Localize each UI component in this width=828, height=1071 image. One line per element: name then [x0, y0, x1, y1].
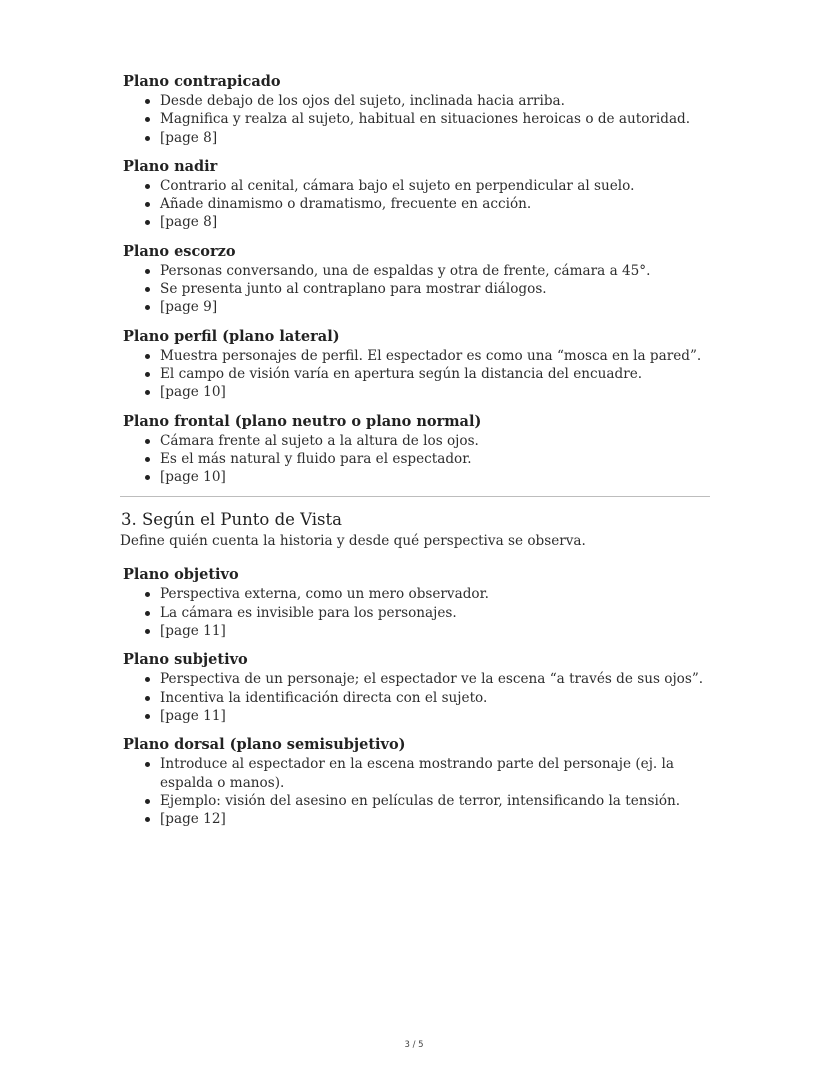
list-item: Introduce al espectador en la escena mostrando parte del personaje (ej. la espalda o manos). [160, 755, 710, 792]
list-item: Ejemplo: visión del asesino en películas de terror, intensificando la tensión. [160, 792, 710, 810]
section-plano-subjetivo [120, 650, 710, 725]
list-item: Personas conversando, una de espaldas y otra de frente, cámara a 45°. [160, 262, 710, 280]
list-item: Muestra personajes de perfil. El espectador es como una “mosca en la pared”. [160, 347, 710, 365]
bullet-list [120, 432, 710, 487]
list-item: [page 12] [160, 810, 710, 828]
list-item: Es el más natural y fluido para el espectador. [160, 450, 710, 468]
section-title: Plano nadir [123, 157, 218, 175]
section-title: Plano dorsal (plano semisubjetivo) [123, 736, 406, 754]
document-page [120, 72, 710, 838]
bullet-list [120, 177, 710, 232]
list-item: [page 11] [160, 707, 710, 725]
list-item: La cámara es invisible para los personajes. [160, 604, 710, 622]
list-item: Se presenta junto al contraplano para mostrar diálogos. [160, 280, 710, 298]
section-plano-dorsal [120, 735, 710, 828]
section-plano-frontal [120, 412, 710, 487]
section-title: Plano contrapicado [123, 73, 281, 90]
list-item: Desde debajo de los ojos del sujeto, inclinada hacia arriba. [160, 92, 710, 110]
section-title: Plano subjetivo [123, 651, 248, 669]
list-item: [page 10] [160, 383, 710, 401]
list-item: [page 8] [160, 213, 710, 231]
section-title: Plano escorzo [123, 242, 236, 260]
section-plano-nadir [120, 157, 710, 232]
list-item: Añade dinamismo o dramatismo, frecuente en acción. [160, 195, 710, 213]
list-item: [page 10] [160, 468, 710, 486]
section-title: Plano objetivo [123, 566, 239, 584]
bullet-list [120, 262, 710, 317]
horizontal-rule [120, 496, 710, 497]
list-item: El campo de visión varía en apertura según la distancia del encuadre. [160, 365, 710, 383]
list-item: Contrario al cenital, cámara bajo el sujeto en perpendicular al suelo. [160, 177, 710, 195]
list-item: [page 9] [160, 298, 710, 316]
list-item: Perspectiva de un personaje; el espectador ve la escena “a través de sus ojos”. [160, 670, 710, 688]
bullet-list [120, 347, 710, 402]
section-intro: Define quién cuenta la historia y desde qué perspectiva se observa. [120, 533, 586, 550]
section-plano-perfil [120, 327, 710, 402]
section-heading: 3. Según el Punto de Vista [121, 510, 342, 530]
section-plano-escorzo [120, 242, 710, 317]
list-item: [page 8] [160, 129, 710, 147]
list-item: [page 11] [160, 622, 710, 640]
bullet-list [120, 92, 710, 147]
bullet-list [120, 755, 710, 828]
page-number: 3 / 5 [404, 1040, 424, 1050]
section-title: Plano frontal (plano neutro o plano normal) [123, 412, 482, 430]
list-item: Incentiva la identificación directa con el sujeto. [160, 689, 710, 707]
list-item: Cámara frente al sujeto a la altura de los ojos. [160, 432, 710, 450]
bullet-list [120, 585, 710, 640]
section-plano-objetivo [120, 565, 710, 640]
list-item: Perspectiva externa, como un mero observador. [160, 585, 710, 603]
bullet-list [120, 670, 710, 725]
section-title: Plano perfil (plano lateral) [123, 327, 340, 345]
list-item: Magnifica y realza al sujeto, habitual en situaciones heroicas o de autoridad. [160, 110, 710, 128]
section-plano-contrapicado [120, 72, 710, 147]
